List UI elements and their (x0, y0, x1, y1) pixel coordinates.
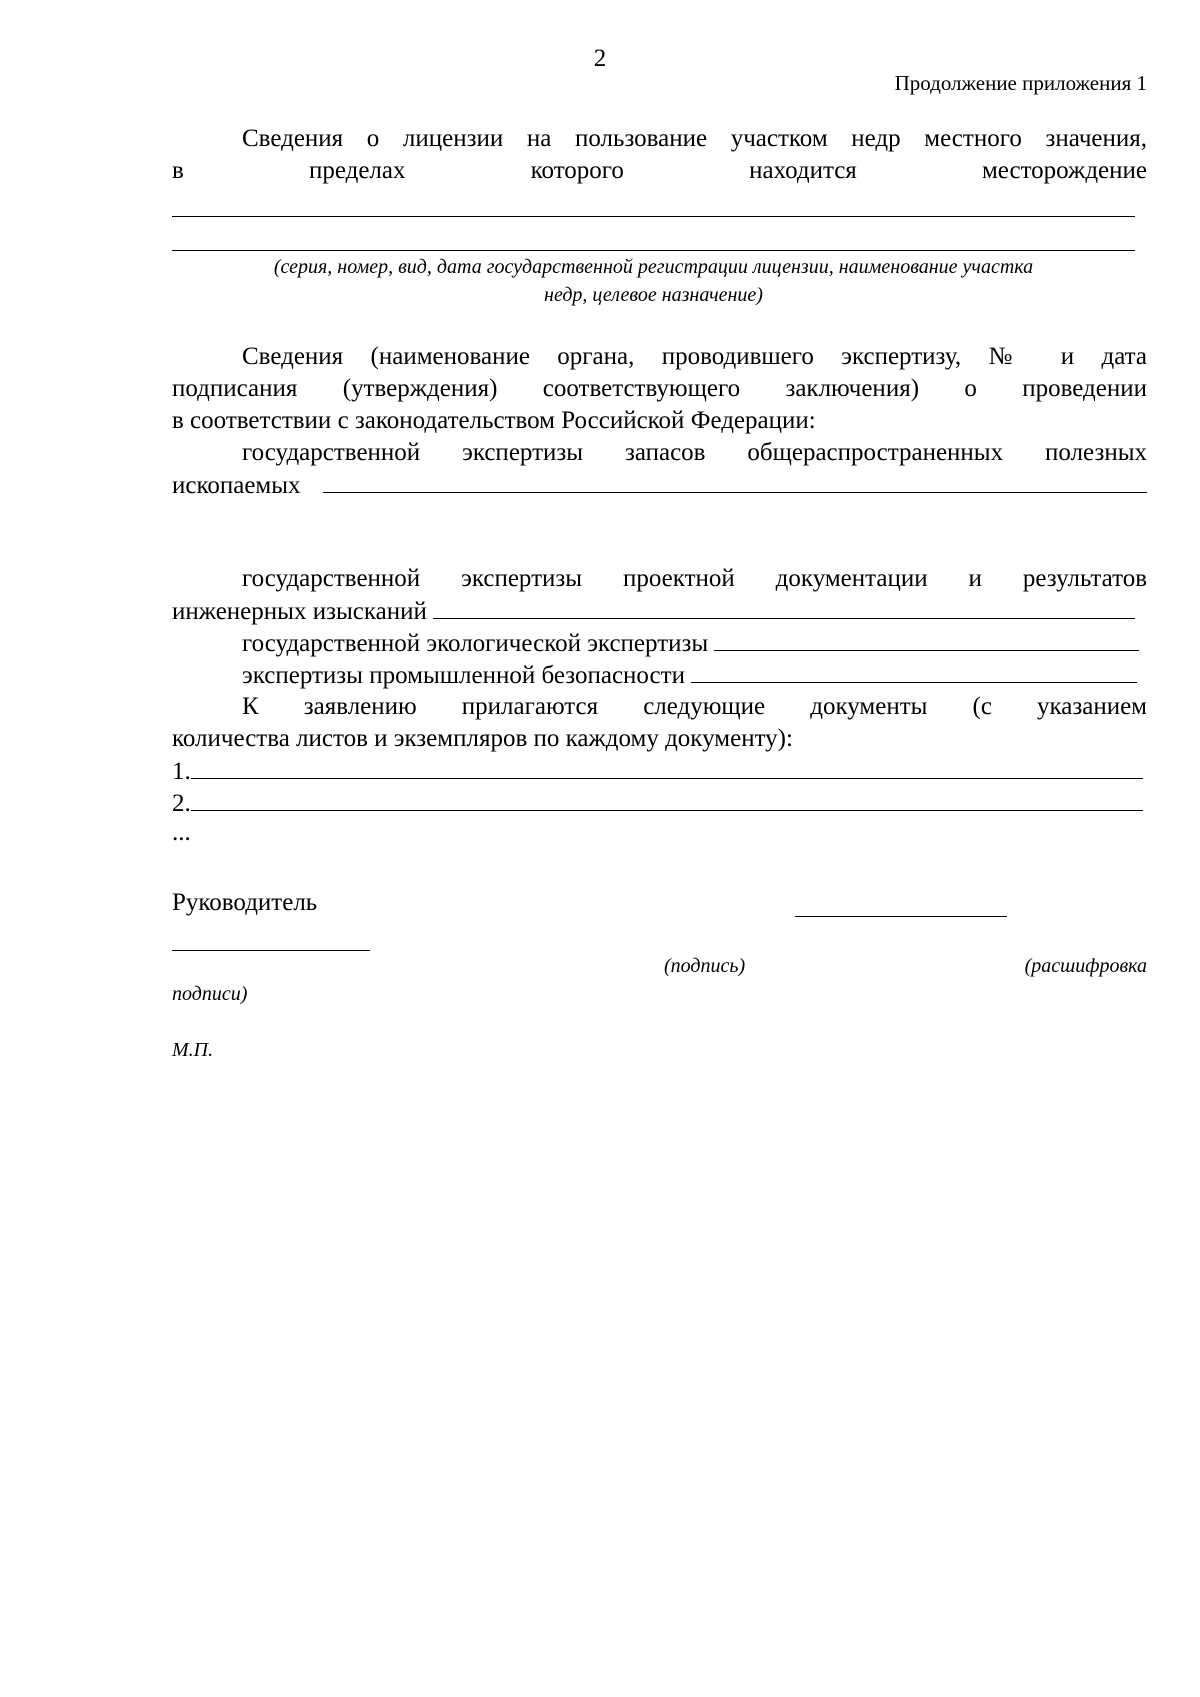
ecological-line (242, 628, 1139, 659)
license-blank-line-2[interactable] (172, 250, 1135, 251)
attachment-item-2-blank[interactable] (191, 788, 1143, 811)
attachment-item-2-number: 2. (172, 790, 191, 817)
ecological-blank[interactable] (714, 628, 1139, 651)
license-caption-1: (серия, номер, вид, дата государственной регистрации лицензии, наименование участка (273, 256, 1034, 278)
ecological-label: государственной экологической экспертизы (242, 630, 709, 657)
project-blank[interactable] (433, 596, 1135, 619)
decoding-caption-2: подписи) (172, 983, 248, 1005)
reserves-label: ископаемых (172, 472, 301, 499)
attachment-item-2 (172, 788, 1143, 819)
attachments-line-2: количества листов и экземпляров по каждому документу): (172, 725, 793, 752)
industrial-line (242, 660, 1137, 691)
stamp-place: М.П. (172, 1039, 214, 1061)
license-word-3: которого (530, 157, 624, 184)
license-blank-line-1[interactable] (172, 216, 1135, 217)
header-note: Продолжение приложения 1 (894, 71, 1147, 95)
signature-blank[interactable] (795, 916, 1007, 917)
attachment-item-1-blank[interactable] (191, 756, 1143, 779)
project-line-1: государственной экспертизы проектной документации и результатов (242, 565, 1147, 592)
page-number: 2 (593, 45, 607, 72)
decoding-blank[interactable] (172, 950, 370, 951)
reserves-line-1: государственной экспертизы запасов общераспространенных полезных (242, 439, 1147, 466)
reserves-line-2 (172, 470, 1147, 501)
reserves-blank[interactable] (323, 470, 1147, 493)
expertise-intro-1: Сведения (наименование органа, проводившего экспертизу, № и дата (242, 343, 1147, 370)
license-word-4: находится (749, 157, 857, 184)
signature-caption: (подпись) (664, 955, 746, 977)
expertise-intro-3: в соответствии с законодательством Российской Федерации: (172, 407, 816, 434)
industrial-label: экспертизы промышленной безопасности (242, 662, 685, 689)
project-line-2 (172, 596, 1135, 627)
attachment-item-1 (172, 756, 1143, 787)
attachments-ellipsis: ... (172, 819, 191, 846)
license-word-1: в (172, 157, 184, 184)
license-word-2: пределах (308, 157, 406, 184)
license-caption-2: недр, целевое назначение) (544, 284, 763, 306)
decoding-caption-1: (расшифровка (1024, 955, 1147, 977)
head-label: Руководитель (172, 889, 318, 916)
expertise-intro-2: подписания (утверждения) соответствующего заключения) о проведении (172, 375, 1147, 402)
industrial-blank[interactable] (691, 660, 1137, 683)
license-line-1: Сведения о лицензии на пользование участком недр местного значения, (242, 125, 1147, 152)
attachments-line-1: К заявлению прилагаются следующие документы (с указанием (242, 693, 1147, 720)
project-label: инженерных изысканий (172, 598, 427, 625)
attachment-item-1-number: 1. (172, 758, 191, 785)
license-line-2 (172, 156, 1147, 186)
license-word-5: месторождение (981, 157, 1147, 184)
